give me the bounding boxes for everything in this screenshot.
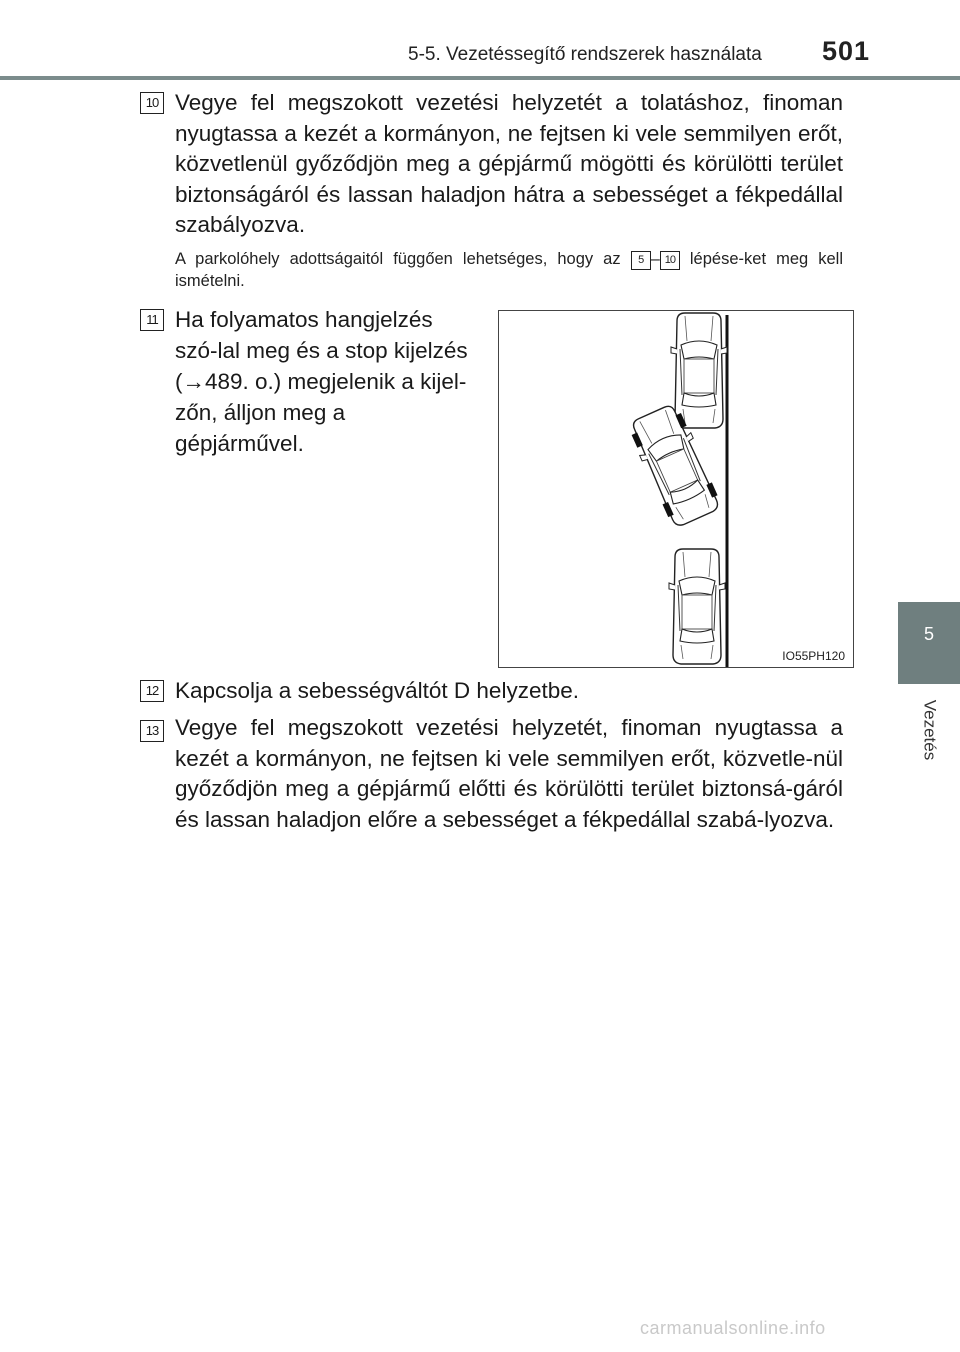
parking-diagram <box>499 311 853 667</box>
note-after: lépése-ket meg kell ismételni. <box>175 250 843 290</box>
step-13-text: Vegye fel megszokott vezetési helyzetét, finoman nyugtassa a kezét a kormányon, ne fejtsen ki vele semmilyen erőt, közvetle-nül győződjön meg a gépjármű előtti és körülötti terület biztonsá-gáról és lassan haladjon előre a sebességet a fékpedállal szabá-lyozva. <box>175 715 843 832</box>
page-number: 501 <box>822 36 871 66</box>
chapter-label-text: Vezetés <box>920 699 939 761</box>
note-before: A parkolóhely adottságaitól függően lehetséges, hogy az <box>175 250 631 268</box>
step-number-11: 11 <box>140 309 164 331</box>
chapter-number: 5 <box>923 624 934 644</box>
parked-car-rear-icon <box>669 549 725 664</box>
step-number-10: 10 <box>140 92 164 114</box>
step-11-text: Ha folyamatos hangjelzés szó-lal meg és a stop kijelzés (→489. o.) megjelenik a kijel-zőn, álljon meg a gépjárművel. <box>175 307 468 456</box>
footer-watermark: carmanualsonline.info <box>640 1318 826 1338</box>
parking-illustration <box>498 310 854 668</box>
chapter-label <box>898 690 960 770</box>
chapter-tab[interactable] <box>898 602 960 684</box>
figure-code: IO55PH120 <box>782 649 845 663</box>
note-step-ref-to: 10 <box>660 251 680 270</box>
step-number-13: 13 <box>140 720 164 742</box>
step-12-text: Kapcsolja a sebességváltót D helyzetbe. <box>175 678 579 703</box>
step-10-text: Vegye fel megszokott vezetési helyzetét a tolatáshoz, finoman nyugtassa a kezét a kormányon, ne fejtsen ki vele semmilyen erőt, közvetlenül győződjön meg a gépjármű mögötti és körülötti terület biztonságáról és lassan haladjon hátra a sebességet a fékpedállal szabályozva. <box>175 90 843 237</box>
note-step-ref-from: 5 <box>631 251 651 270</box>
header-divider <box>0 76 960 80</box>
note-dash: – <box>650 250 660 268</box>
section-title: 5-5. Vezetéssegítő rendszerek használata <box>408 44 762 65</box>
parked-car-front-icon <box>671 313 727 428</box>
step-note <box>175 248 843 292</box>
step-number-12: 12 <box>140 680 164 702</box>
